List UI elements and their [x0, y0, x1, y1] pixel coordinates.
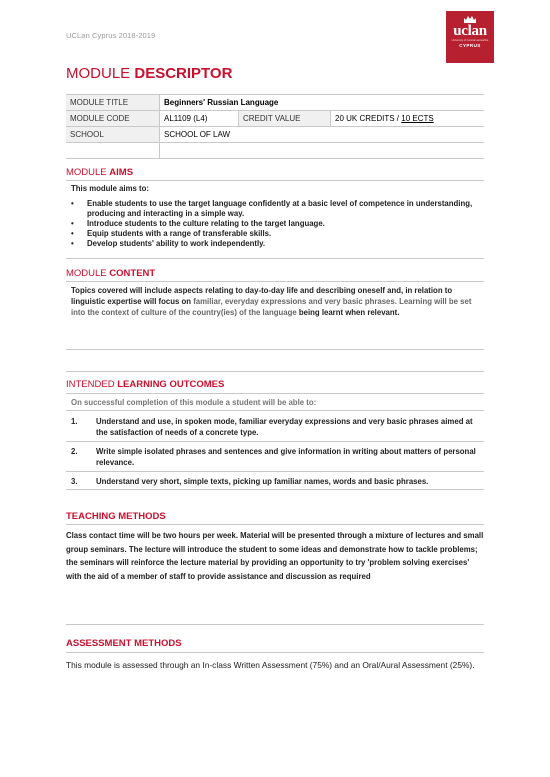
- ilo-heading-part1: INTENDED: [66, 379, 115, 390]
- table-row: [66, 143, 484, 159]
- teaching-heading: TEACHING METHODS: [66, 511, 166, 522]
- divider: [66, 652, 484, 653]
- ilo-number: 3.: [71, 477, 78, 486]
- bullet-icon: •: [71, 239, 74, 248]
- logo-tagline: University of Central Lancashire: [451, 39, 489, 42]
- logo-word: uclan: [453, 23, 487, 39]
- title-part2: DESCRIPTOR: [134, 65, 233, 82]
- bullet-icon: •: [71, 219, 74, 228]
- divider: [66, 410, 484, 411]
- module-meta-table: [66, 94, 484, 159]
- aim-text: Develop students' ability to work independently.: [87, 239, 266, 248]
- uclan-logo: [446, 11, 494, 63]
- assessment-heading: ASSESSMENT METHODS: [66, 638, 182, 649]
- divider: [66, 371, 484, 372]
- divider: [66, 441, 484, 442]
- school-label: SCHOOL: [66, 127, 160, 143]
- divider: [66, 258, 484, 259]
- content-heading-part1: MODULE: [66, 268, 107, 279]
- bullet-icon: •: [71, 199, 74, 208]
- table-row: [66, 95, 484, 111]
- aims-list: [71, 199, 481, 249]
- content-heading: [66, 268, 155, 279]
- module-title-label: MODULE TITLE: [66, 95, 160, 111]
- divider: [66, 349, 484, 350]
- ilo-heading: [66, 379, 224, 390]
- module-title-value: Beginners' Russian Language: [160, 95, 485, 111]
- content-text-emphasis: country(ies) of the language: [192, 308, 297, 317]
- aim-text: Introduce students to the culture relating to the target language.: [87, 219, 325, 228]
- aims-heading-part2: AIMS: [109, 167, 134, 178]
- teaching-paragraph: Class contact time will be two hours per week. Material will be presented through a mixture of lectures and small group seminars. The lecture will introduce the student to some ideas and demonstrate how to tackle problems; the seminars will reinforce the lecture material by providing an opportunity to try 'problem solving exercises' with the aid of a member of staff to provide assistance and discussion as required: [66, 531, 484, 581]
- empty-cell: [66, 143, 160, 159]
- page-title: [66, 65, 232, 82]
- divider: [66, 624, 484, 625]
- divider: [66, 524, 484, 525]
- table-row: [66, 111, 484, 127]
- credit-prefix: 20 UK CREDITS /: [335, 114, 402, 123]
- aim-text: Enable students to use the target language confidently at a basic level of competence in understanding, producing and interacting in a simple way.: [87, 199, 473, 218]
- list-item: [71, 239, 481, 249]
- credit-value: [331, 111, 485, 127]
- list-item: [71, 229, 481, 239]
- credit-value-label: CREDIT VALUE: [239, 111, 331, 127]
- content-text-emphasis: familiar, everyday expressions and very basic phrases: [193, 297, 395, 306]
- list-item: [71, 219, 481, 229]
- divider: [66, 393, 484, 394]
- aims-heading: [66, 167, 133, 178]
- content-paragraph: [71, 285, 481, 318]
- content-text: . Learning will be set into the context of culture of the: [71, 297, 472, 317]
- divider: [66, 471, 484, 472]
- module-code-value: AL1109 (L4): [160, 111, 239, 127]
- divider: [66, 489, 484, 490]
- school-value: SCHOOL OF LAW: [160, 127, 485, 143]
- content-text: being learnt when relevant.: [296, 308, 400, 317]
- assessment-paragraph: This module is assessed through an In-class Written Assessment (75%) and an Oral/Aural Assessment (25%).: [66, 660, 475, 670]
- ilo-text: Write simple isolated phrases and sentences and give information in writing about matters of personal relevance.: [96, 447, 476, 467]
- table-row: [66, 127, 484, 143]
- credit-ects: 10 ECTS: [401, 114, 434, 123]
- divider: [66, 180, 484, 181]
- header-text: UCLan Cyprus 2018-2019: [66, 31, 156, 40]
- aims-heading-part1: MODULE: [66, 167, 107, 178]
- ilo-number: 2.: [71, 447, 78, 456]
- ilo-text: Understand and use, in spoken mode, familiar everyday expressions and very basic phrases aimed at the satisfaction of needs of a concrete type.: [96, 417, 473, 437]
- title-part1: MODULE: [66, 65, 131, 82]
- bullet-icon: •: [71, 229, 74, 238]
- content-heading-part2: CONTENT: [109, 268, 156, 279]
- empty-cell: [160, 143, 485, 159]
- aim-text: Equip students with a range of transferable skills.: [87, 229, 272, 238]
- aims-intro: This module aims to:: [71, 184, 149, 193]
- module-code-label: MODULE CODE: [66, 111, 160, 127]
- content-text: Topics covered will include aspects relating to day-to-day life and describing oneself and, in relation to linguistic expertise will focus on: [71, 286, 453, 306]
- ilo-heading-part2: LEARNING OUTCOMES: [117, 379, 225, 390]
- logo-region: CYPRUS: [459, 43, 481, 48]
- divider: [66, 281, 484, 282]
- ilo-intro: On successful completion of this module a student will be able to:: [71, 398, 317, 407]
- ilo-number: 1.: [71, 417, 78, 426]
- list-item: [71, 199, 481, 219]
- ilo-text: Understand very short, simple texts, picking up familiar names, words and basic phrases.: [96, 477, 429, 486]
